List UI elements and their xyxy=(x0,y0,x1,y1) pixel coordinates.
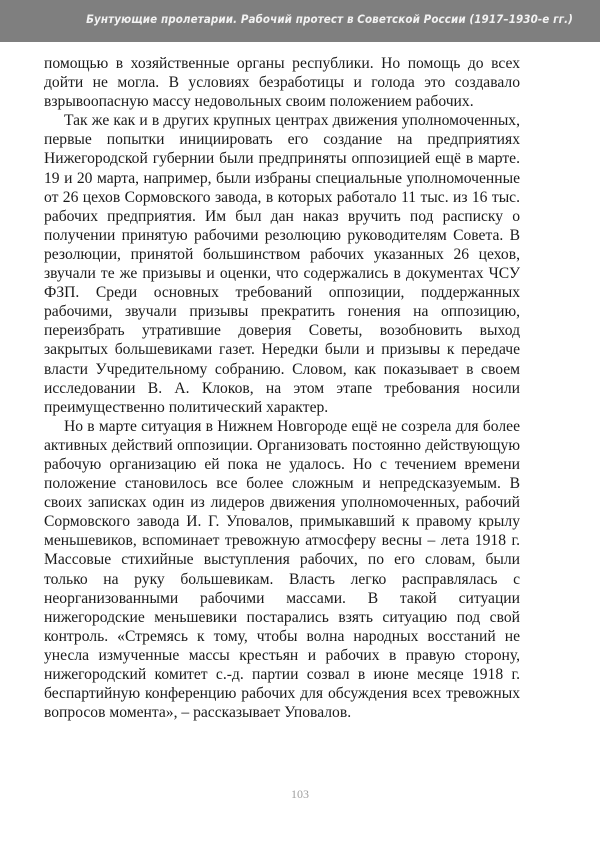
page-number: 103 xyxy=(291,787,309,801)
running-header xyxy=(0,0,600,42)
paragraph-3: Но в марте ситуация в Нижнем Новгороде ещё не созрела для более активных действий оппозиции. Организовать постоянно действующую рабочую организацию ей пока не удалось. Но с течением времени положение становилось все более сложным и непредсказуемым. В своих записках один из лидеров движения уполномоченных, рабочий Сормовского завода И. Г. Уповалов, примыкавший к правому крылу меньшевиков, вспоминает тревожную атмосферу весны – лета 1918 г. Массовые стихийные выступления рабочих, по его словам, были только на руку большевикам. Власть легко расправлялась с неорганизованными рабочими массами. В такой ситуации нижегородские меньшевики постарались взять ситуацию под свой контроль. «Стремясь к тому, чтобы волна народных восстаний не унесла измученные массы крестьян и рабочих в правую сторону, нижегородский комитет с.-д. партии созвал в июне месяце 1918 г. беспартийную конференцию рабочих для обсуждения всех тревожных вопросов момента», – рассказывает Уповалов. xyxy=(44,417,520,722)
running-header-title: Бунтующие пролетарии. Рабочий протест в Советской России (1917–1930-е гг.) xyxy=(86,12,573,26)
paragraph-1: помощью в хозяйственные органы республики. Но помощь до всех дойти не могла. В условиях безработицы и голода это создавало взрывоопасную массу недовольных своим положением рабочих. xyxy=(44,55,520,111)
paragraph-2: Так же как и в других крупных центрах движения уполномоченных, первые попытки инициировать его создание на предприятиях Нижегородской губернии были предприняты оппозицией ещё в марте. 19 и 20 марта, например, были избраны специальные уполномоченные от 26 цехов Сормовского завода, в которых работало 11 тыс. из 16 тыс. рабочих предприятия. Им был дан наказ вручить под расписку о получении принятую рабочими резолюцию руководителям Совета. В резолюции, принятой большинством рабочих указанных 26 цехов, звучали те же призывы и оценки, что содержались в документах ЧСУ ФЗП. Среди основных требований оппозиции, поддержанных рабочими, звучали призывы прекратить гонения на оппозицию, переизбрать утратившие доверия Советы, возобновить выход закрытых большевиками газет. Нередки были и призывы к передаче власти Учредительному собранию. Словом, как показывает в своем исследовании В. А. Клоков, на этом этапе требования носили преимущественно политический характер. xyxy=(44,112,520,416)
page-body xyxy=(44,54,520,722)
